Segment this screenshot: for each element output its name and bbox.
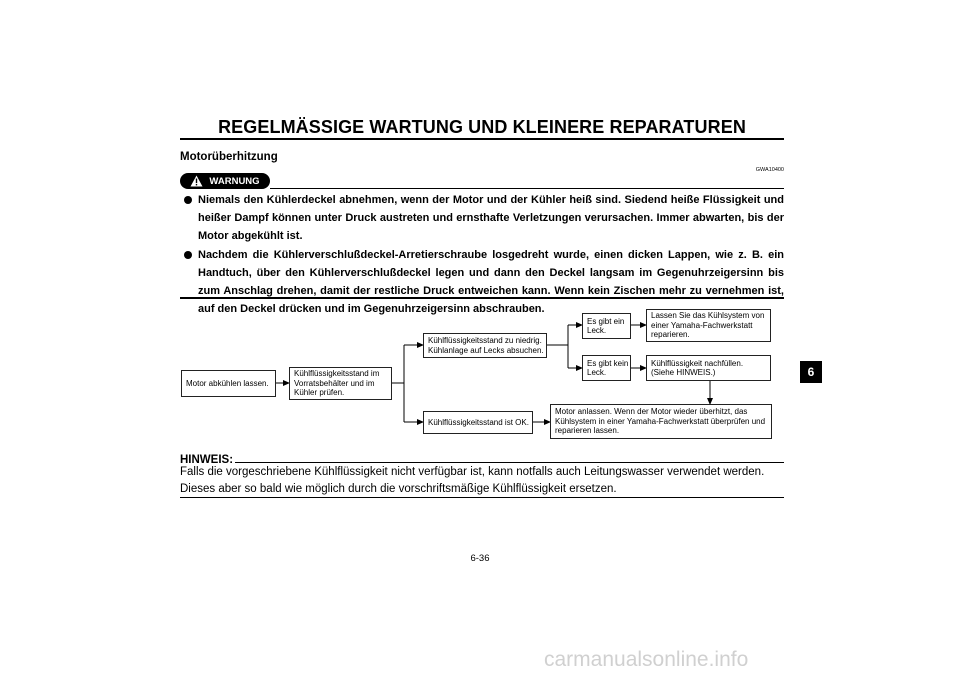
flow-box-text — [555, 407, 765, 435]
flow-line: einer Yamaha-Fachwerkstatt — [651, 320, 753, 330]
note-label: HINWEIS: — [180, 454, 234, 466]
flow-line: (Siehe HINWEIS.) — [651, 368, 716, 377]
flow-line: Vorratsbehälter und im — [294, 378, 375, 388]
flow-line: Es gibt ein — [587, 316, 625, 326]
flow-box-workshop-repair — [646, 309, 771, 342]
flow-line: reparieren lassen. — [555, 426, 620, 436]
flow-line: Kühlflüssigkeitsstand zu niedrig. — [428, 336, 542, 346]
flow-line: Motor anlassen. Wenn der Motor wieder überhitzt, das — [555, 407, 748, 417]
flow-line: Lassen Sie das Kühlsystem von — [651, 311, 765, 321]
chapter-tab: 6 — [800, 361, 822, 383]
note-rule — [235, 462, 784, 463]
flow-box-leak-no — [582, 355, 631, 381]
note-text: Falls die vorgeschriebene Kühlflüssigkeit nicht verfügbar ist, kann notfalls auch Leitungswasser verwendet werden. Dieses aber so bald wie möglich durch die vorschriftsmäßige Kühlflüssigkeit ersetzen. — [180, 466, 765, 495]
flow-box-text — [651, 359, 743, 378]
note-end-rule — [180, 497, 784, 498]
flow-box-check-level — [289, 367, 392, 400]
flow-box-text: Kühlflüssigkeitsstand ist OK. — [428, 417, 529, 427]
flow-line: Es gibt kein — [587, 358, 629, 368]
page-number: 6-36 — [470, 553, 490, 564]
warning-reference-code: GWA10400 — [755, 167, 784, 173]
flow-box-text — [651, 311, 764, 339]
flow-line: Kühlanlage auf Lecks absuchen. — [428, 345, 544, 355]
flow-box-level-ok — [423, 411, 533, 434]
flow-line: Kühlflüssigkeitsstand im — [294, 369, 380, 379]
flow-line: Kühlsystem in einer Yamaha-Fachwerkstatt überprüfen und — [555, 416, 766, 426]
flow-box-level-low — [423, 333, 547, 358]
flow-box-text — [587, 359, 628, 378]
warning-item-text: Niemals den Kühlerdeckel abnehmen, wenn der Motor und der Kühler heiß sind. Siedend heiße Flüssigkeit und heißer Dampf können unter Druck austreten und ernsthafte Verletzungen verursachen. Immer abwarten, bis der Motor abgekühlt ist. — [198, 194, 784, 243]
flow-line: Kühlflüssigkeit nachfüllen. — [651, 358, 744, 368]
warning-item-text: Nachdem die Kühlerverschlußdeckel-Arretierschraube losgedreht wurde, einen dicken Lappen, wie z. B. ein Handtuch, über den Kühlerverschlußdeckel legen und dann den Deckel langsam im Gegenuhrzeigersinn bis zum Anschlag drehen, damit der restliche Druck entweichen kann. Wenn kein Zischen mehr zu vernehmen ist, auf den Deckel drücken und im Gegenuhrzeigersinn abschrauben. — [198, 248, 784, 316]
flow-box-motor-cool — [181, 370, 276, 397]
flow-box-refill — [646, 355, 771, 381]
flow-line: Kühler prüfen. — [294, 388, 345, 398]
flow-line: Leck. — [587, 326, 607, 335]
flow-box-restart — [550, 404, 772, 439]
flow-line: reparieren. — [651, 330, 690, 340]
flow-box-text — [587, 317, 624, 336]
page-header-title: REGELMÄSSIGE WARTUNG UND KLEINERE REPARATUREN — [218, 117, 746, 137]
flow-box-text: Motor abkühlen lassen. — [186, 378, 269, 388]
warning-label: WARNUNG — [209, 175, 260, 187]
flow-box-text — [428, 336, 544, 355]
flow-box-leak-yes — [582, 313, 631, 339]
flow-line: Leck. — [587, 368, 607, 377]
section-title: Motorüberhitzung — [180, 151, 278, 163]
watermark: carmanualsonline.info — [544, 648, 749, 671]
flow-box-text — [294, 369, 379, 397]
